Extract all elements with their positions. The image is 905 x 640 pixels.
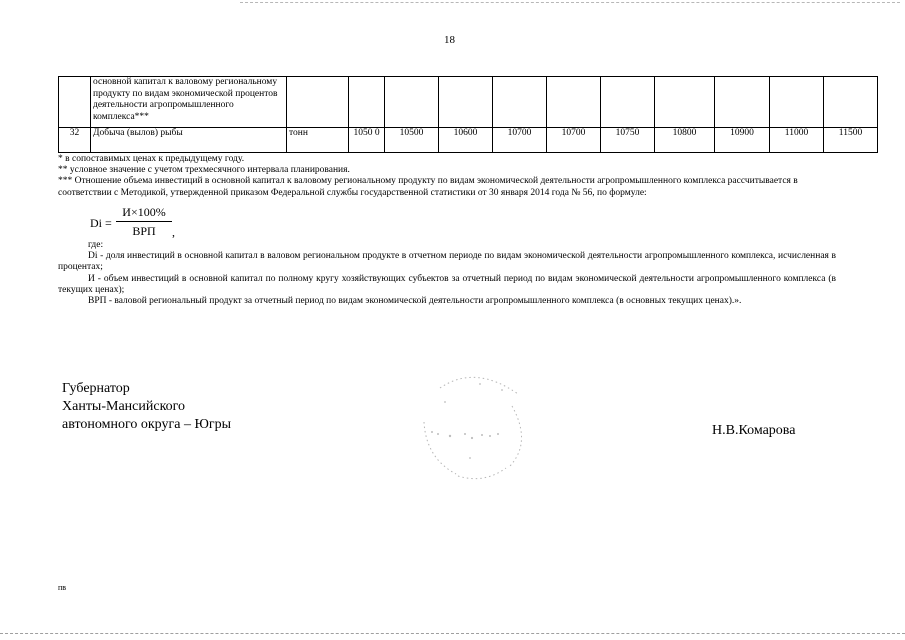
- footnotes: [58, 154, 848, 199]
- cell-value: 10600: [439, 128, 493, 153]
- signer-title-line-1: Губернатор: [62, 381, 130, 396]
- cell-value: [770, 77, 824, 128]
- table-row-continuation: [59, 77, 878, 128]
- table-row-32: [59, 128, 878, 153]
- executor-initials: пв: [58, 583, 67, 592]
- cell-value: 10900: [715, 128, 770, 153]
- cell-value: [349, 77, 385, 128]
- cell-name: Добыча (вылов) рыбы: [91, 128, 287, 153]
- cell-value: [601, 77, 655, 128]
- footnote-1: * в сопоставимых ценах к предыдущему году.: [58, 154, 245, 164]
- definition-i: И - объем инвестиций в основной капитал по полному кругу хозяйствующих субъектов за отчетный период по видам экономической деятельности агропромышленного комплекса (в текущих ценах);: [58, 273, 836, 295]
- scan-edge-bottom: [0, 633, 905, 634]
- page-number: 18: [444, 34, 455, 46]
- scan-edge-top: [240, 2, 900, 3]
- cell-value: 11500: [824, 128, 878, 153]
- footnote-3: *** Отношение объема инвестиций в основной капитал к валовому региональному продукту по видам экономической деятельности агропромышленного комплекса рассчитывается в соответствии с Методикой, утвержденной приказом Федеральной службы государственной статистики от 30 января 2014 года № 56, по формуле:: [58, 176, 798, 198]
- cell-value: [824, 77, 878, 128]
- cell-value: 10800: [655, 128, 715, 153]
- cell-num: 32: [59, 128, 91, 153]
- formula-fraction: [116, 205, 172, 239]
- formula-numerator: И×100%: [122, 205, 166, 219]
- formula-definitions: [58, 240, 836, 307]
- definition-vrp: ВРП - валовой региональный продукт за отчетный период по видам экономической деятельности агропромышленного комплекса (в основных текущих ценах).».: [88, 296, 742, 307]
- signer-name: Н.В.Комарова: [712, 423, 796, 438]
- cell-name: основной капитал к валовому региональному продукту по видам экономической процентов деятельности агропромышленного комплекса***: [91, 77, 287, 128]
- cell-value: [439, 77, 493, 128]
- formula-denominator: ВРП: [132, 224, 156, 238]
- cell-value: 10500: [385, 128, 439, 153]
- cell-value: [385, 77, 439, 128]
- cell-unit: [287, 77, 349, 128]
- faded-seal-stamp: [410, 362, 540, 482]
- cell-value: 11000: [770, 128, 824, 153]
- cell-num: [59, 77, 91, 128]
- cell-value: [493, 77, 547, 128]
- cell-value: [715, 77, 770, 128]
- cell-value: 1050 0: [349, 128, 385, 153]
- cell-value: [547, 77, 601, 128]
- cell-unit: тонн: [287, 128, 349, 153]
- cell-value: 10700: [547, 128, 601, 153]
- indicators-table: [58, 76, 878, 153]
- formula-lhs: Di =: [90, 216, 112, 230]
- cell-value: [655, 77, 715, 128]
- signer-title: [62, 380, 231, 434]
- cell-value: 10750: [601, 128, 655, 153]
- footnote-2: ** условное значение с учетом трехмесячного интервала планирования.: [58, 165, 350, 176]
- signer-title-line-3: автономного округа – Югры: [62, 417, 231, 432]
- cell-value: 10700: [493, 128, 547, 153]
- formula-comma: ,: [172, 225, 175, 239]
- signer-title-line-2: Ханты-Мансийского: [62, 399, 186, 414]
- definitions-where: где:: [88, 240, 104, 250]
- definition-d: Di - доля инвестиций в основной капитал в валовом региональном продукте в отчетном периоде по видам экономической деятельности агропромышленного комплекса, исчисленная в процентах;: [58, 251, 836, 273]
